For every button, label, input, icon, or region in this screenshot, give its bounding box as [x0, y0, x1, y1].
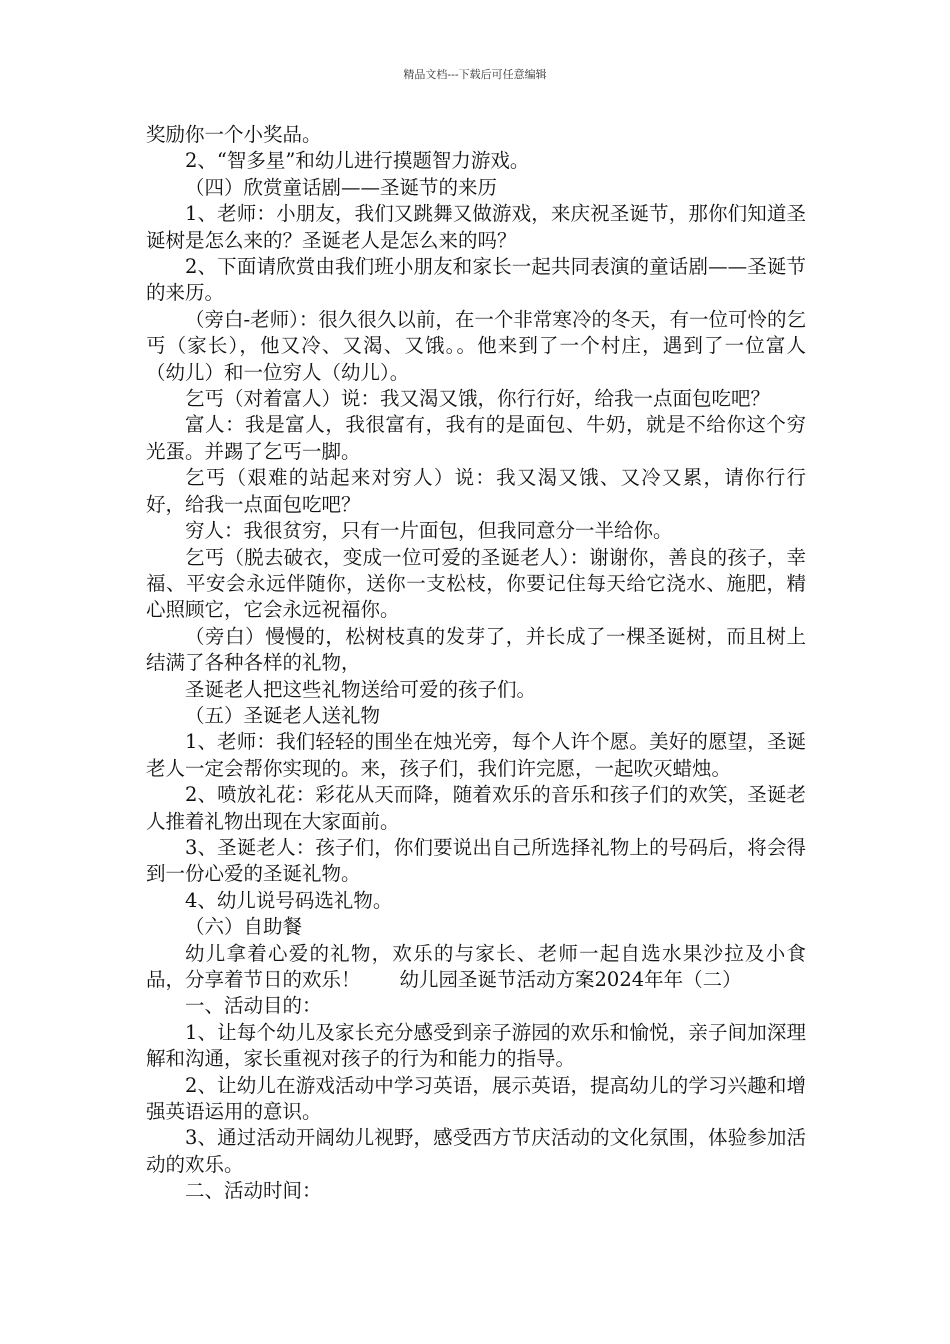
paragraph: 3、圣诞老人：孩子们，你们要说出自己所选择礼物上的号码后，将会得到一份心爱的圣诞礼物。 [146, 835, 806, 886]
paragraph: （五）圣诞老人送礼物 [185, 703, 381, 727]
paragraph: 二、活动时间： [185, 1179, 322, 1203]
paragraph: 穷人：我很贫穷，只有一片面包，但我同意分一半给你。 [185, 519, 673, 543]
paragraph: 富人：我是富人，我很富有，我有的是面包、牛奶，就是不给你这个穷光蛋。并踢了乞丐一脚。 [146, 413, 806, 463]
paragraph: 2、让幼儿在游戏活动中学习英语，展示英语，提高幼儿的学习兴趣和增强英语运用的意识。 [146, 1073, 806, 1124]
paragraph: 2、“智多星”和幼儿进行摸题智力游戏。 [185, 149, 530, 173]
paragraph: 乞丐（艰难的站起来对穷人）说：我又渴又饿、又冷又累，请你行行好，给我一点面包吃吧？ [146, 466, 806, 516]
paragraph: 4、幼儿说号码选礼物。 [185, 888, 393, 912]
paragraph: 一、活动目的： [185, 994, 322, 1018]
paragraph: 2、喷放礼花：彩花从天而降，随着欢乐的音乐和孩子们的欢笑，圣诞老人推着礼物出现在大家面前。 [146, 783, 806, 833]
paragraph: （四）欣赏童话剧——圣诞节的来历 [185, 175, 498, 199]
paragraph: （六）自助餐 [185, 915, 303, 939]
page-header: 精品文档---下载后可任意编辑 [403, 68, 547, 81]
paragraph: 圣诞老人把这些礼物送给可爱的孩子们。 [185, 677, 537, 701]
paragraph: （旁白）慢慢的，松树枝真的发芽了，并长成了一棵圣诞树，而且树上结满了各种各样的礼物， [146, 624, 806, 675]
paragraph: 幼儿拿着心爱的礼物，欢乐的与家长、老师一起自选水果沙拉及小食品，分享着节日的欢乐！ 幼儿园圣诞节活动方案2024年年（二） [146, 941, 806, 991]
paragraph: 1、让每个幼儿及家长充分感受到亲子游园的欢乐和愉悦，亲子间加深理解和沟通，家长重视对孩子的行为和能力的指导。 [146, 1020, 806, 1071]
paragraph: 乞丐（脱去破衣，变成一位可爱的圣诞老人）：谢谢你，善良的孩子，幸福、平安会永远伴随你，送你一支松枝，你要记住每天给它浇水、施肥，精心照顾它，它会永远祝福你。 [146, 545, 806, 622]
paragraph: 3、通过活动开阔幼儿视野，感受西方节庆活动的文化氛围，体验参加活动的欢乐。 [146, 1126, 806, 1176]
paragraph: 2、下面请欣赏由我们班小朋友和家长一起共同表演的童话剧——圣诞节的来历。 [146, 255, 806, 305]
document-body [146, 122, 806, 1205]
paragraph: （旁白-老师）：很久很久以前，在一个非常寒冷的冬天，有一位可怜的乞丐（家长），他又冷、又渴、又饿。。他来到了一个村庄，遇到了一位富人（幼儿）和一位穷人（幼儿）。 [146, 307, 806, 384]
paragraph: 1、老师：我们轻轻的围坐在烛光旁，每个人许个愿。美好的愿望，圣诞老人一定会帮你实现的。来，孩子们，我们许完愿，一起吹灭蜡烛。 [146, 730, 806, 780]
paragraph: 1、老师：小朋友，我们又跳舞又做游戏，来庆祝圣诞节，那你们知道圣诞树是怎么来的？圣诞老人是怎么来的吗？ [146, 202, 806, 252]
paragraph: 奖励你一个小奖品。 [146, 123, 322, 146]
paragraph: 乞丐（对着富人）说：我又渴又饿，你行行好，给我一点面包吃吧？ [185, 387, 771, 411]
